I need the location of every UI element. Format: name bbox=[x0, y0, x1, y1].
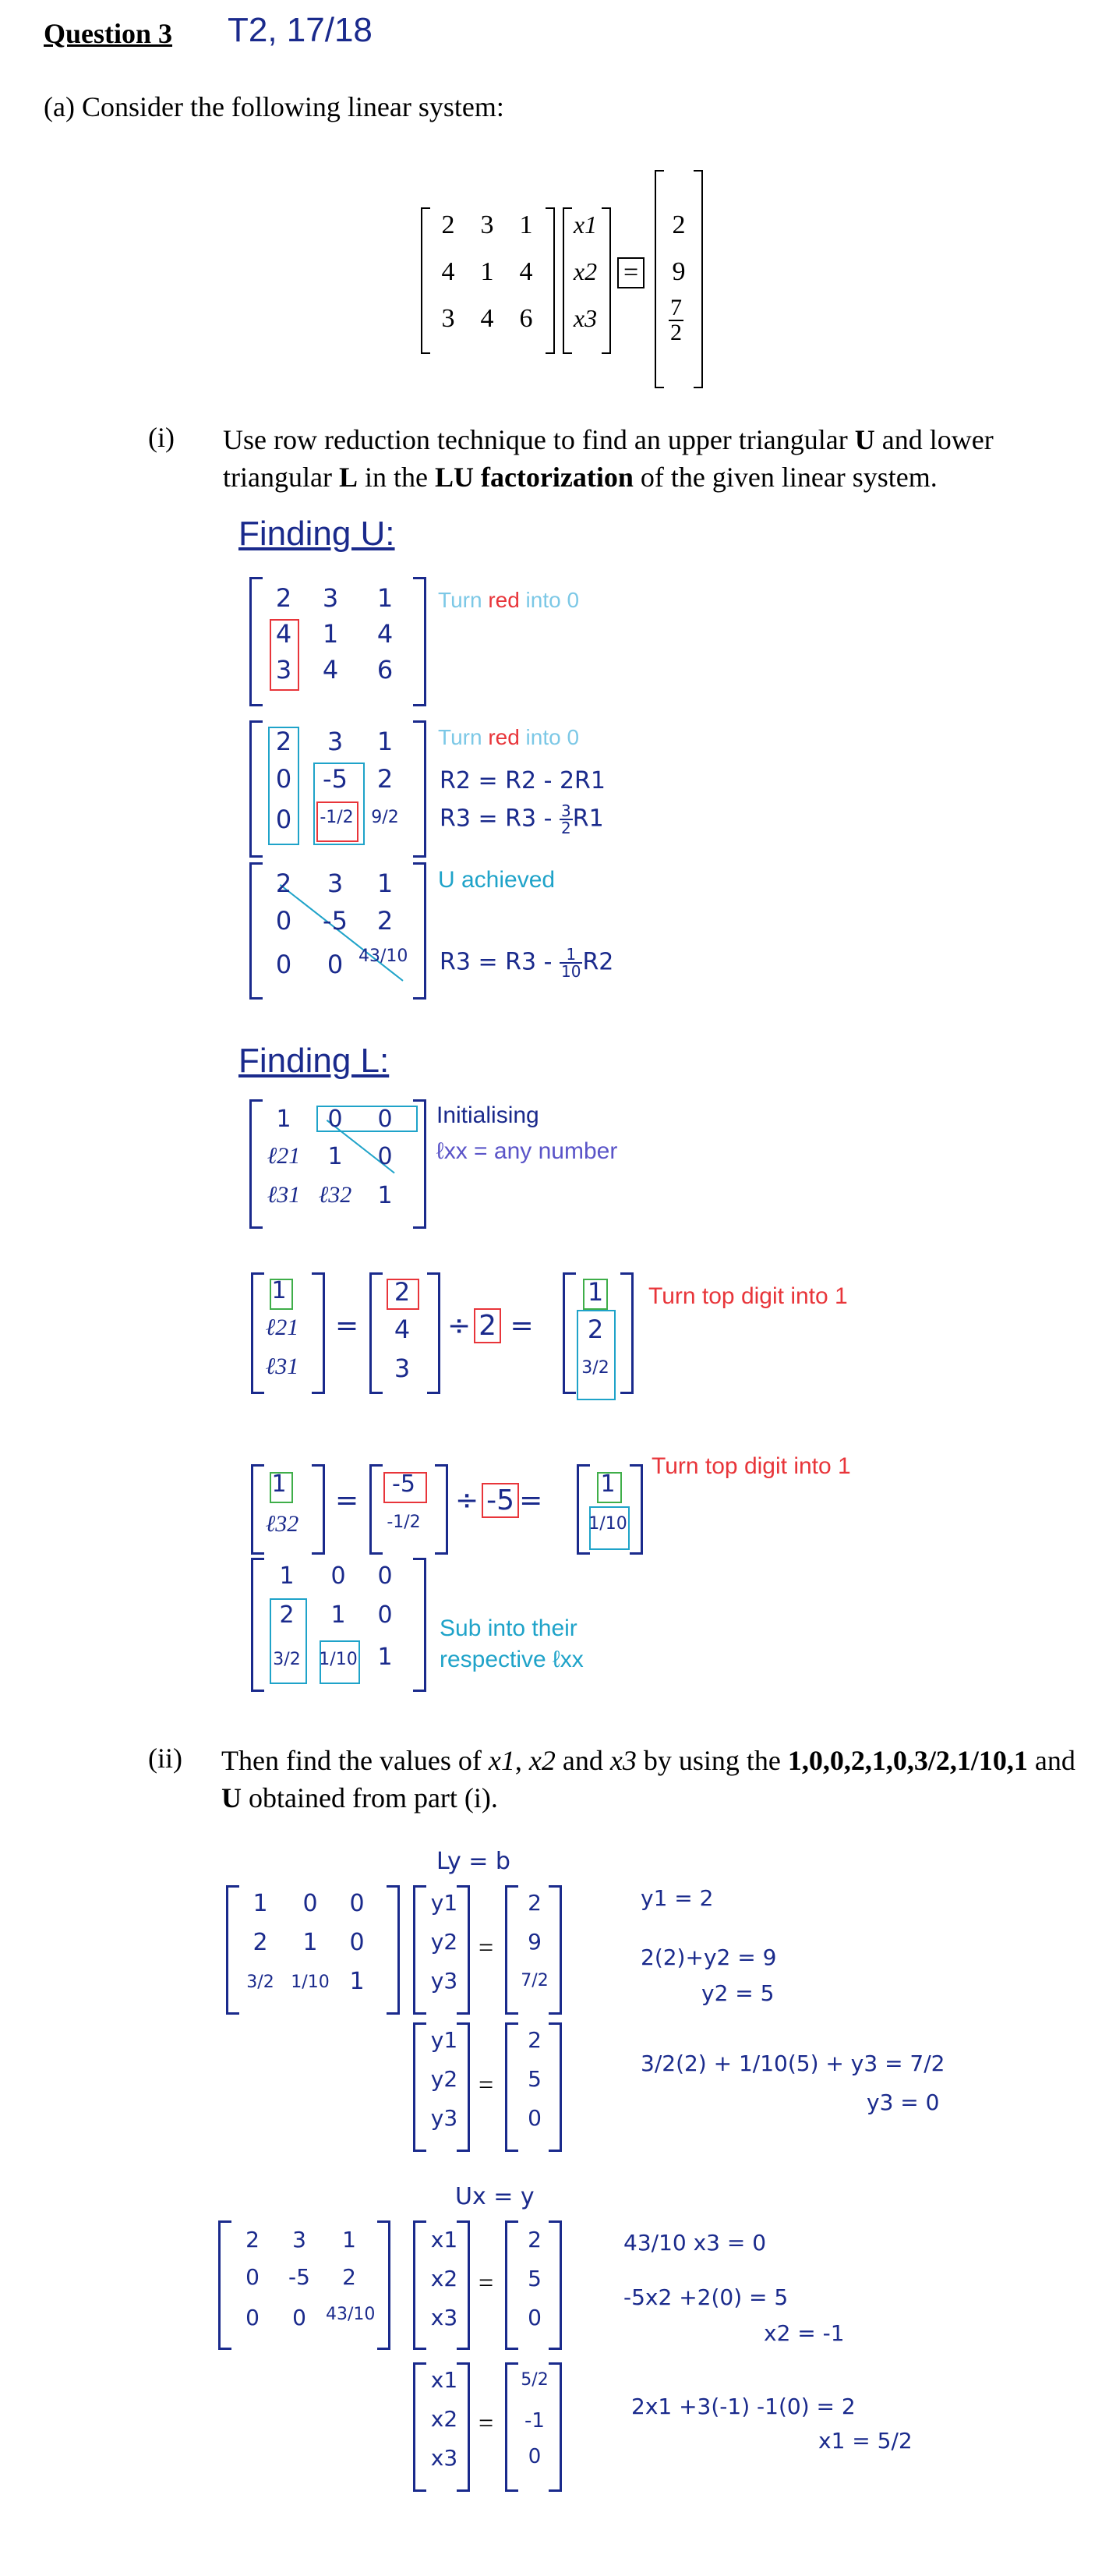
ysol-y-bracket-right bbox=[457, 2022, 470, 2152]
system-equation bbox=[421, 170, 717, 388]
cell: 0 bbox=[275, 950, 292, 979]
cell: 1 bbox=[271, 1277, 287, 1304]
part-ii-text: Then find the values of x1, x2 and x3 by using the 1,0,0,2,1,0,3/2,1/10,1 and U obtained from part (i). bbox=[221, 1745, 1075, 1813]
b-bracket-right bbox=[694, 170, 703, 388]
cell: 1 bbox=[279, 1562, 295, 1590]
cell: 5 bbox=[528, 2066, 542, 2092]
cell: 1 bbox=[600, 1470, 616, 1498]
col1-lhs-bracket-right bbox=[312, 1272, 325, 1394]
cell: -1/2 bbox=[387, 1513, 421, 1532]
b1: 2 bbox=[672, 211, 686, 239]
step3-bracket-right bbox=[413, 862, 426, 1000]
cell: 1 bbox=[276, 1106, 291, 1133]
sub-note-1: Sub into their bbox=[440, 1615, 577, 1641]
cell: 2 bbox=[342, 2264, 356, 2290]
cell: 3 bbox=[322, 583, 339, 613]
ly-L-bracket-right bbox=[387, 1885, 400, 2015]
cell: 2 bbox=[275, 727, 292, 756]
cell: 0 bbox=[275, 906, 292, 936]
a21: 4 bbox=[441, 257, 455, 286]
cell: 0 bbox=[349, 1929, 365, 1956]
cell: -5 bbox=[392, 1470, 415, 1498]
cell: 3 bbox=[394, 1353, 411, 1383]
cell: 0 bbox=[377, 1601, 393, 1629]
cell: 2 bbox=[253, 1929, 268, 1956]
cell: x1 bbox=[430, 2227, 458, 2252]
cell: 0 bbox=[377, 1106, 393, 1133]
step2-bracket-right bbox=[413, 720, 426, 858]
cell: 43/10 bbox=[326, 2305, 376, 2324]
cell: 1/10 bbox=[291, 1973, 330, 1992]
cell: 2 bbox=[528, 1890, 542, 1916]
cell: 4 bbox=[376, 619, 394, 649]
col2-lhs-bracket-right bbox=[312, 1464, 325, 1555]
cell: y1 bbox=[430, 2027, 458, 2053]
step3-op: R3 = R3 - $\frac{1}{10}$ R2 bbox=[440, 945, 614, 981]
cell: 2 bbox=[245, 2227, 260, 2252]
cell: 1 bbox=[253, 1890, 268, 1917]
cell: x3 bbox=[430, 2445, 458, 2471]
ly-step-3: y2 = 5 bbox=[701, 1980, 775, 2006]
cell: 5/2 bbox=[521, 2370, 549, 2390]
cell: 1 bbox=[302, 1929, 318, 1956]
cell: 0 bbox=[327, 1106, 343, 1133]
cell: 2 bbox=[528, 2027, 542, 2053]
cell: 1/10 bbox=[588, 1514, 627, 1534]
b3: $\frac{7}{2}$ bbox=[670, 295, 682, 345]
cell: 2 bbox=[394, 1277, 411, 1307]
part-i-text: Use row reduction technique to find an upper triangular U and lower triangular L in the LU factorization of the given linear system. bbox=[223, 424, 994, 493]
b2: 9 bbox=[672, 257, 686, 286]
init-note: Initialising bbox=[436, 1102, 539, 1128]
cell: 0 bbox=[330, 1562, 346, 1590]
cell: ℓ32 bbox=[318, 1182, 352, 1208]
col1-note: Turn top digit into 1 bbox=[648, 1283, 848, 1309]
xsol-equals: = bbox=[479, 2409, 494, 2438]
ux-equals: = bbox=[479, 2269, 494, 2298]
cell: 3 bbox=[275, 655, 292, 685]
ux-step-5: x1 = 5/2 bbox=[818, 2428, 913, 2454]
a31: 3 bbox=[441, 304, 455, 333]
cell: 1 bbox=[377, 1182, 393, 1209]
cell: 0 bbox=[302, 1890, 318, 1917]
question-code: T2, 17/18 bbox=[228, 11, 373, 49]
col1-mid-bracket-right bbox=[427, 1272, 440, 1394]
ly-step-2: 2(2)+y2 = 9 bbox=[641, 1944, 777, 1970]
a33: 6 bbox=[519, 304, 533, 333]
cell: y3 bbox=[430, 1968, 458, 1994]
cell: 2 bbox=[279, 1601, 295, 1629]
part-ii-num: (ii) bbox=[148, 1743, 182, 1774]
cell: y2 bbox=[430, 2066, 458, 2092]
cell: 0 bbox=[275, 764, 292, 794]
cell: 43/10 bbox=[358, 947, 408, 966]
bracket-right bbox=[546, 207, 555, 354]
cell: ℓ32 bbox=[265, 1511, 299, 1537]
cell: 1/10 bbox=[319, 1650, 358, 1669]
cell: 0 bbox=[377, 1562, 393, 1590]
cell: 2 bbox=[275, 869, 292, 898]
sub-bracket-right bbox=[413, 1558, 426, 1692]
a32: 4 bbox=[480, 304, 494, 333]
step1-note: Turn red into 0 bbox=[438, 588, 580, 612]
col1-rhs-bracket-right bbox=[620, 1272, 634, 1394]
a23: 4 bbox=[519, 257, 533, 286]
x-bracket-right bbox=[602, 207, 611, 354]
cell: 2 bbox=[528, 2227, 542, 2252]
ly-label: Ly = b bbox=[436, 1848, 510, 1875]
col2-note: Turn top digit into 1 bbox=[652, 1453, 851, 1479]
cell: 0 bbox=[528, 2105, 542, 2131]
cell: 2 bbox=[376, 764, 394, 794]
ly-step-5: y3 = 0 bbox=[867, 2089, 940, 2115]
equals: = bbox=[617, 257, 645, 288]
x1: x1 bbox=[573, 211, 598, 239]
cell: 5 bbox=[528, 2266, 542, 2291]
cell: 3/2 bbox=[273, 1650, 301, 1669]
cell: 4 bbox=[275, 619, 292, 649]
step2-op1: R2 = R2 - 2R1 bbox=[440, 767, 606, 794]
ux-step-4: 2x1 +3(-1) -1(0) = 2 bbox=[631, 2394, 856, 2419]
cell: y2 bbox=[430, 1929, 458, 1955]
cell: 1 bbox=[327, 1143, 343, 1170]
cell: 1 bbox=[330, 1601, 346, 1629]
ly-step-4: 3/2(2) + 1/10(5) + y3 = 7/2 bbox=[641, 2051, 945, 2076]
cell: 0 bbox=[327, 950, 344, 979]
cell: 0 bbox=[528, 2445, 542, 2468]
finding-l-heading: Finding L: bbox=[238, 1042, 390, 1080]
step3-note: U achieved bbox=[438, 867, 556, 893]
ux-step-2: -5x2 +2(0) = 5 bbox=[623, 2284, 789, 2310]
cell: -5 bbox=[288, 2264, 310, 2290]
a13: 1 bbox=[519, 211, 533, 239]
cell: x2 bbox=[430, 2266, 458, 2291]
sub-note-2: respective ℓxx bbox=[440, 1647, 584, 1672]
ly-step-1: y1 = 2 bbox=[641, 1885, 714, 1911]
xsol-bracket-right bbox=[549, 2362, 562, 2492]
col2-div: ÷ -5 = bbox=[455, 1484, 543, 1516]
cell: 9 bbox=[528, 1929, 542, 1955]
sub-bracket-left bbox=[251, 1558, 264, 1692]
ysol-bracket-right bbox=[549, 2022, 562, 2152]
ux-U-bracket-right bbox=[377, 2220, 390, 2350]
cell: 3/2 bbox=[581, 1358, 609, 1378]
cell: 0 bbox=[377, 1143, 393, 1170]
cell: 1 bbox=[322, 619, 339, 649]
cell: y3 bbox=[430, 2105, 458, 2131]
cell: 6 bbox=[376, 655, 394, 685]
a11: 2 bbox=[441, 211, 455, 239]
cell: 2 bbox=[587, 1315, 604, 1344]
cell: 0 bbox=[245, 2264, 260, 2290]
cell: 1 bbox=[349, 1968, 365, 1995]
col1-div: ÷ 2 = bbox=[447, 1310, 534, 1342]
init-note-2: ℓxx = any number bbox=[436, 1138, 618, 1164]
cell: 2 bbox=[376, 906, 394, 936]
finding-u-heading: Finding U: bbox=[238, 515, 395, 553]
col2-eq1: = bbox=[335, 1484, 359, 1516]
cell: 0 bbox=[292, 2305, 306, 2330]
cell: 1 bbox=[377, 1644, 393, 1671]
col1-eq1: = bbox=[335, 1310, 359, 1342]
cell: y1 bbox=[430, 1890, 458, 1916]
cell: 1 bbox=[376, 869, 394, 898]
x2: x2 bbox=[573, 257, 598, 285]
cell: 1 bbox=[271, 1470, 287, 1498]
cell: 3 bbox=[327, 869, 344, 898]
cell: x3 bbox=[430, 2305, 458, 2330]
cell: ℓ21 bbox=[267, 1143, 301, 1169]
cell: 0 bbox=[349, 1890, 365, 1917]
cell: -5 bbox=[323, 764, 348, 794]
cell: 2 bbox=[275, 583, 292, 613]
ux-x-bracket-right bbox=[457, 2220, 470, 2350]
step2-note: Turn red into 0 bbox=[438, 725, 580, 749]
cell: 1 bbox=[342, 2227, 356, 2252]
cell: -1/2 bbox=[320, 808, 354, 827]
cell: 7/2 bbox=[521, 1971, 549, 1990]
col2-rhs-bracket-right bbox=[630, 1464, 643, 1555]
cell: x1 bbox=[430, 2367, 458, 2393]
cell: 4 bbox=[322, 655, 339, 685]
cell: 3/2 bbox=[246, 1973, 274, 1992]
step2-op2: R3 = R3 - $\frac{3}{2}$ R1 bbox=[440, 801, 604, 837]
col2-mid-bracket-right bbox=[435, 1464, 448, 1555]
ux-label: Ux = y bbox=[455, 2183, 535, 2210]
step1-bracket-right bbox=[413, 577, 426, 706]
ysol-equals: = bbox=[479, 2071, 494, 2100]
ux-y-bracket-right bbox=[549, 2220, 562, 2350]
ly-b-bracket-right bbox=[549, 1885, 562, 2015]
ly-y-bracket-right bbox=[457, 1885, 470, 2015]
cell: ℓ21 bbox=[265, 1315, 299, 1340]
a22: 1 bbox=[480, 257, 494, 286]
cell: 1 bbox=[587, 1277, 604, 1307]
ux-step-1: 43/10 x3 = 0 bbox=[623, 2230, 767, 2256]
a12: 3 bbox=[480, 211, 494, 239]
x3: x3 bbox=[573, 304, 598, 332]
cell: x2 bbox=[430, 2406, 458, 2432]
cell: 9/2 bbox=[371, 808, 399, 827]
part-i-num: (i) bbox=[148, 422, 175, 453]
cell: 1 bbox=[376, 583, 394, 613]
cell: 1 bbox=[376, 727, 394, 756]
cell: 0 bbox=[275, 805, 292, 834]
cell: -5 bbox=[323, 906, 348, 936]
question-title: Question 3 bbox=[44, 18, 173, 49]
cell: ℓ31 bbox=[265, 1353, 299, 1379]
ly-equals: = bbox=[479, 1934, 494, 1962]
cell: -1 bbox=[524, 2409, 545, 2433]
init-bracket-right bbox=[413, 1099, 426, 1229]
cell: 0 bbox=[245, 2305, 260, 2330]
cell: 4 bbox=[394, 1315, 411, 1344]
cell: 0 bbox=[528, 2305, 542, 2330]
ux-step-3: x2 = -1 bbox=[764, 2320, 845, 2346]
part-a-intro: (a) Consider the following linear system: bbox=[44, 91, 504, 122]
cell: 3 bbox=[327, 727, 344, 756]
xsol-x-bracket-right bbox=[457, 2362, 470, 2492]
cell: 3 bbox=[292, 2227, 306, 2252]
cell: ℓ31 bbox=[267, 1182, 301, 1208]
